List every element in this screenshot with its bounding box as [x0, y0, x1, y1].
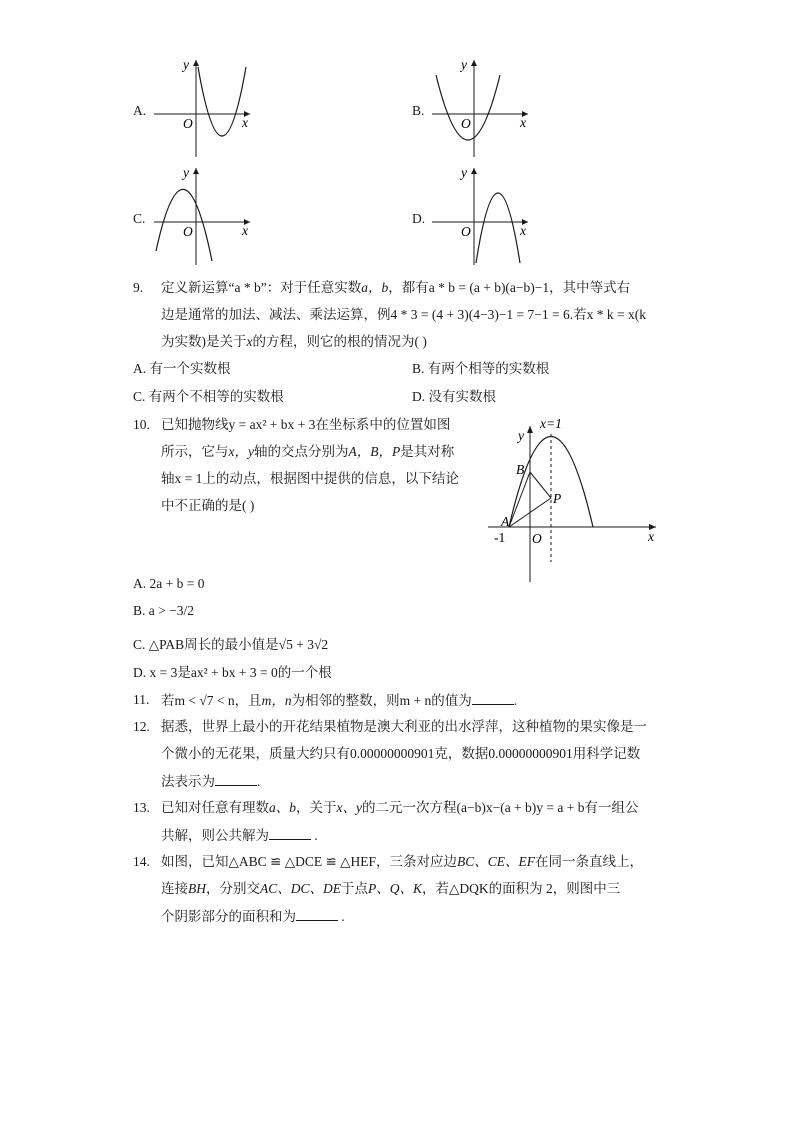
q8-b-origin: O: [461, 116, 471, 131]
q8-a-x-label: x: [242, 115, 248, 130]
q10-point-p: P: [553, 491, 562, 506]
q10-line-1: 已知抛物线y = ax² + bx + 3在坐标系中的位置如图: [161, 417, 451, 432]
q13-line-2: 共解，则公共解为 .: [161, 828, 318, 843]
q9-number: 9.: [133, 280, 144, 295]
q8-a-y-label: y: [183, 57, 189, 72]
q8-d-origin: O: [461, 224, 471, 239]
q14-line-3: 个阴影部分的面积和为 .: [161, 909, 345, 924]
q10-segment-bp: [530, 472, 551, 498]
q10-point-a: A: [501, 514, 510, 529]
q14-line-1: 如图，已知△ABC ≌ △DCE ≌ △HEF，三条对应边BC、CE、EF在同一条直线上，: [161, 854, 644, 869]
q11-line-1: 若m < √7 < n，且m，n为相邻的整数，则m + n的值为 .: [161, 693, 518, 708]
q12-line-2: 个微小的无花果，质量大约只有0.00000000901克，数据0.00000000901用科学记数: [161, 746, 641, 761]
q8-option-d-graph: [428, 163, 538, 268]
q11-number: 11.: [133, 692, 150, 707]
q10-option-a[interactable]: A. 2a + b = 0: [133, 576, 205, 591]
q8-option-a-graph: [150, 55, 260, 160]
q12-answer-blank[interactable]: [215, 772, 257, 786]
q13-number: 13.: [133, 800, 150, 815]
q8-d-x-label: x: [520, 223, 526, 238]
q10-number: 10.: [133, 417, 150, 432]
q10-option-c[interactable]: C. △PAB周长的最小值是√5 + 3√2: [133, 637, 329, 652]
q9-option-d[interactable]: D. 没有实数根: [412, 389, 496, 404]
q10-y-axis-arrow: [527, 426, 533, 433]
q13-answer-blank[interactable]: [269, 826, 311, 840]
q8-option-c-label[interactable]: C.: [133, 211, 146, 226]
q12-line-1: 据悉，世界上最小的开花结果植物是澳大利亚的出水浮萍，这种植物的果实像是一: [161, 719, 647, 734]
q14-number: 14.: [133, 854, 150, 869]
q12-line-3: 法表示为 .: [161, 774, 261, 789]
q8-option-a-label[interactable]: A.: [133, 103, 147, 118]
q11-answer-blank[interactable]: [472, 691, 514, 705]
q8-c-x-label: x: [242, 223, 248, 238]
q10-x-label: x: [648, 529, 654, 544]
q8-option-b-label[interactable]: B.: [412, 103, 425, 118]
q10-option-b[interactable]: B. a > −3/2: [133, 603, 194, 618]
q9-option-b[interactable]: B. 有两个相等的实数根: [412, 361, 550, 376]
q14-line-2: 连接BH，分别交AC、DC、DE于点P、Q、K，若△DQK的面积为 2，则图中三: [161, 881, 621, 896]
q10-axis-label: x=1: [540, 416, 562, 431]
q8-option-d-label[interactable]: D.: [412, 211, 426, 226]
q8-d-y-label: y: [461, 165, 467, 180]
q14-answer-blank[interactable]: [296, 907, 338, 921]
q8-b-x-label: x: [520, 115, 526, 130]
q10-origin: O: [532, 531, 542, 546]
q13-line-1: 已知对任意有理数a、b，关于x、y的二元一次方程(a−b)x−(a + b)y = a + b有一组公: [161, 800, 639, 815]
q10-option-d[interactable]: D. x = 3是ax² + bx + 3 = 0的一个根: [133, 665, 332, 680]
q10-line-3: 轴x = 1上的动点，根据图中提供的信息，以下结论: [161, 471, 459, 486]
q10-neg-one: -1: [494, 530, 506, 545]
q9-line-1: 定义新运算“a * b”：对于任意实数a，b，都有a * b = (a + b)(a−b)−1，其中等式右: [161, 280, 631, 295]
q8-a-origin: O: [183, 116, 193, 131]
q8-option-c-graph: [150, 163, 260, 268]
q8-c-y-label: y: [183, 165, 189, 180]
q8-b-y-label: y: [461, 57, 467, 72]
q10-point-b: B: [516, 462, 525, 477]
q10-line-2: 所示，它与x，y轴的交点分别为A，B，P是其对称: [161, 444, 455, 459]
q9-option-c[interactable]: C. 有两个不相等的实数根: [133, 389, 284, 404]
q9-line-2: 边是通常的加法、减法、乘法运算，例4 * 3 = (4 + 3)(4−3)−1 = 7−1 = 6.若x * k = x(k: [161, 307, 647, 322]
q9-line-3: 为实数)是关于x的方程，则它的根的情况为( ): [161, 334, 427, 349]
q10-figure: [488, 412, 668, 584]
q12-number: 12.: [133, 719, 150, 734]
q9-option-a[interactable]: A. 有一个实数根: [133, 361, 231, 376]
q10-line-4: 中不正确的是( ): [161, 498, 255, 513]
q8-c-origin: O: [183, 224, 193, 239]
q10-segment-ab: [509, 472, 530, 527]
q8-option-b-graph: [428, 55, 538, 160]
q10-y-label: y: [518, 428, 524, 443]
